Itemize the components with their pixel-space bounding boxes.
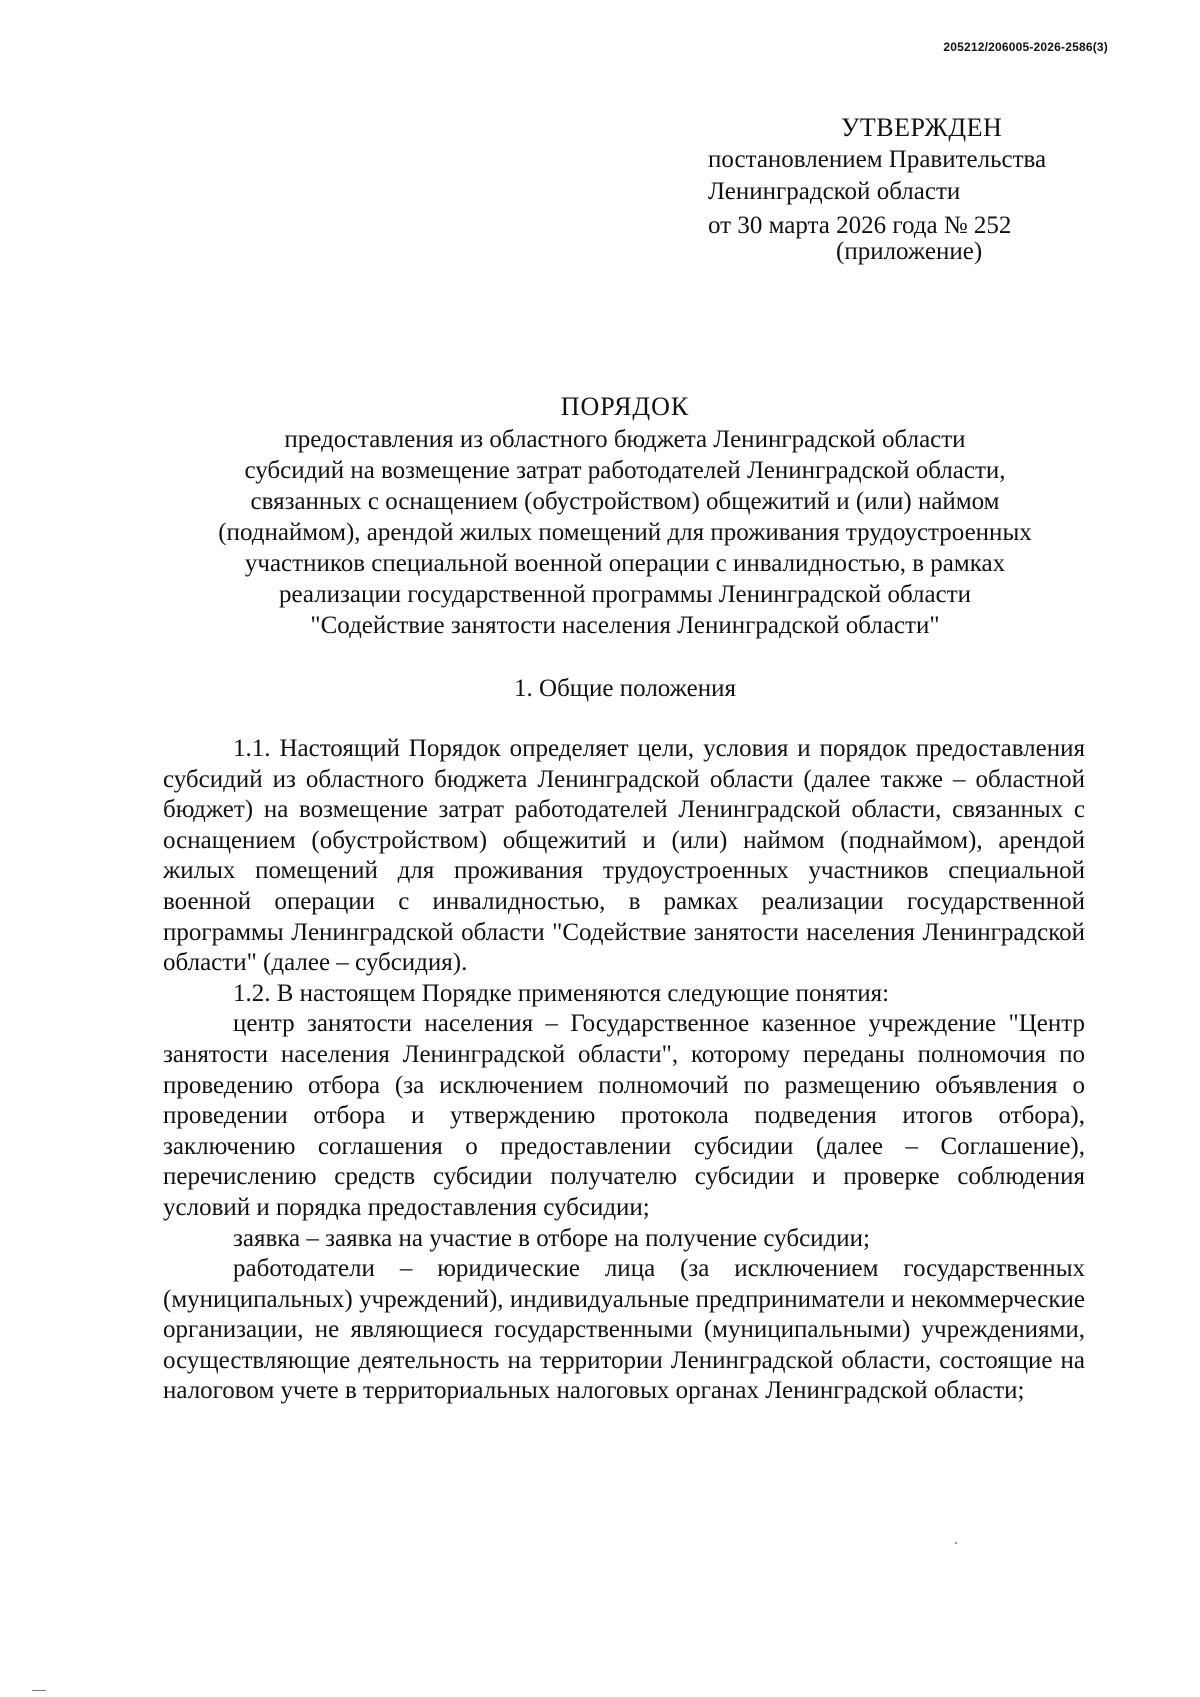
definition-application: заявка – заявка на участие в отборе на получение субсидии; — [233, 1224, 870, 1252]
document-subtitle-line: участников специальной военной операции с инвалидностью, в рамках — [244, 550, 1006, 577]
paragraph-1-1: 1.1. Настоящий Порядок определяет цели, условия и порядок предоставления субсидий из областного бюджета Ленинградской области (далее также – областной бюджет) на возмещение затрат работодателей Ленинградской области, связанных с оснащением (обустройством) общежитий и (или) наймом (поднаймом), арендой жилых помещений для проживания трудоустроенных участников специальной военной операции с инвалидностью, в рамках реализации государственной программы Ленинградской области "Содействие занятости населения Ленинградской области" (далее – субсидия). — [163, 735, 1085, 977]
approval-line-1: постановлением Правительства — [708, 146, 1047, 173]
scan-speck — [955, 1542, 957, 1544]
document-subtitle-line: реализации государственной программы Ленинградской области — [278, 581, 972, 608]
document-title-block — [160, 391, 1090, 641]
paragraph-1-2: 1.2. В настоящем Порядке применяются следующие понятия: — [233, 979, 890, 1007]
document-subtitle-line: предоставления из областного бюджета Ленинградской области — [284, 426, 966, 453]
document-subtitle-line: субсидий на возмещение затрат работодателей Ленинградской области, — [244, 457, 1006, 484]
document-subtitle-line: "Содействие занятости населения Ленинградской области" — [310, 612, 940, 639]
approval-note: (приложение) — [836, 238, 983, 265]
scan-speck — [32, 1690, 46, 1691]
section-body — [163, 734, 1085, 1407]
document-registration-number: 205212/206005-2026-2586(3) — [943, 40, 1108, 54]
definition-employment-center: центр занятости населения – Государственное казенное учреждение "Центр занятости населения Ленинградской области", которому переданы полномочия по проведению отбора (за исключением полномочий по размещению объявления о проведении отбора и утверждению протокола подведения итогов отбора), заключению соглашения о предоставлении субсидии (далее – Соглашение), перечислению средств субсидии получателю субсидии и проверке соблюдения условий и порядка предоставления субсидии; — [163, 1010, 1085, 1221]
section-heading: 1. Общие положения — [514, 675, 736, 702]
definition-employers: работодатели – юридические лица (за исключением государственных (муниципальных) учреждений), индивидуальные предприниматели и некоммерческие организации, не являющиеся государственными (муниципальными) учреждениями, осуществляющие деятельность на территории Ленинградской области, состоящие на налоговом учете в территориальных налоговых органах Ленинградской области; — [163, 1255, 1085, 1405]
approval-line-2: Ленинградской области — [708, 178, 961, 205]
document-subtitle-line: связанных с оснащением (обустройством) общежитий и (или) наймом — [250, 488, 1000, 515]
approval-date: от 30 марта 2026 года № 252 — [708, 212, 1012, 239]
approval-stamp — [708, 112, 1128, 268]
document-subtitle-line: (поднаймом), арендой жилых помещений для проживания трудоустроенных — [218, 519, 1032, 546]
document-title: ПОРЯДОК — [560, 392, 690, 421]
approval-title: УТВЕРЖДЕН — [841, 113, 1003, 142]
